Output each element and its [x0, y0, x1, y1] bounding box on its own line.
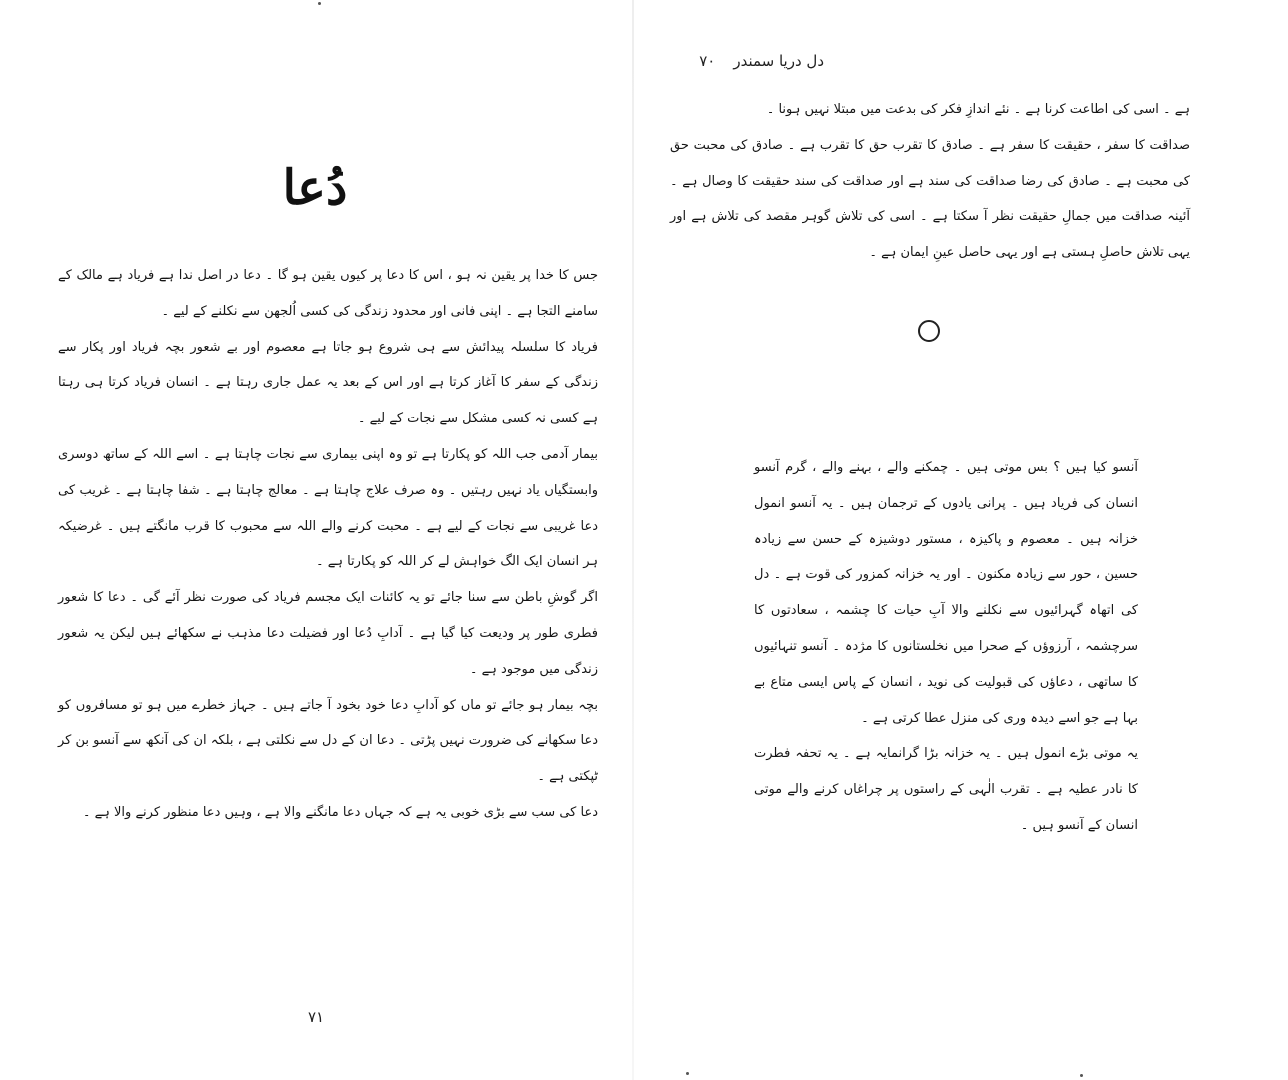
running-head	[664, 52, 824, 70]
paragraph: فریاد کا سلسلہ پیدائش سے ہی شروع ہو جاتا ہے معصوم اور بے شعور بچہ فریاد اور پکار سے زندگی کے سفر کا آغاز کرتا ہے اور اس کے بعد یہ عمل جاری رہتا ہے ۔ انسان فریاد کرتا ہی رہتا ہے کسی نہ کسی مشکل سے نجات کے لیے ۔	[58, 339, 598, 427]
paragraph: بچہ بیمار ہو جائے تو ماں کو آدابِ دعا خود بخود آ جاتے ہیں ۔ جہاز خطرے میں ہو تو مسافروں کو دعا سکھانے کی ضرورت نہیں پڑتی ۔ دعا ان کے دل سے نکلتی ہے ، بلکہ ان کی آنکھ سے آنسو بن کر ٹپکتی ہے ۔	[58, 697, 598, 785]
print-speck	[318, 2, 321, 5]
paragraph: آنسو کیا ہیں ؟ بس موتی ہیں ۔ چمکنے والے ، بہنے والے ، گرم آنسو انسان کی فریاد ہیں ۔ پرانی یادوں کے ترجمان ہیں ۔ یہ آنسو انمول خزانہ ہیں ۔ معصوم و پاکیزہ ، مستور دوشیزہ کے حسن سے زیادہ حسین ، حور سے زیادہ مکنون ۔ اور یہ خزانہ کمزور کی قوت ہے ۔ دل کی اتھاہ گہرائیوں سے نکلنے والا آبِ حیات کا چشمہ ، سعادتوں کا سرچشمہ ، آرزوؤں کے صحرا میں نخلستانوں کا مژدہ ۔ آنسو تنہائیوں کا ساتھی ، دعاؤں کی قبولیت کی نوید ، انسان کے پاس ایسی متاع بے بہا ہے جو اسے دیدہ وری کی منزل عطا کرتی ہے ۔	[754, 460, 1138, 726]
print-speck	[686, 1072, 689, 1075]
paragraph: ہے ۔ اسی کی اطاعت کرنا ہے ۔ نئے اندازِ فکر کی بدعت میں مبتلا نہیں ہونا ۔	[766, 102, 1190, 117]
paragraph: صداقت کا سفر ، حقیقت کا سفر ہے ۔ صادق کا تقرب حق کا تقرب ہے ۔ صادق کی محبت حق کی محبت ہے ۔ صادق کی رضا صداقت کی سند ہے اور صداقت کی سند حقیقت کا وصال ہے ۔ آئینہ صداقت میں جمالِ حقیقت نظر آ سکتا ہے ۔ اسی کی تلاش گوہر مقصد کی تلاش ہے اور یہی تلاش حاصلِ ہستی ہے اور یہی حاصل عینِ ایمان ہے ۔	[670, 137, 1190, 261]
paragraph: بیمار آدمی جب اللہ کو پکارتا ہے تو وہ اپنی بیماری سے نجات چاہتا ہے ۔ اسے اللہ کے ساتھ دوسری وابستگیاں یاد نہیں رہتیں ۔ وہ صرف علاج چاہتا ہے ۔ معالج چاہتا ہے ۔ شفا چاہتا ہے ۔ غریب کی دعا غریبی سے نجات کے لیے ہے ۔ محبت کرنے والے اللہ سے محبوب کا قرب مانگتے ہیں ۔ غرضیکہ ہر انسان ایک الگ خواہش لے کر اللہ کو پکارتا ہے ۔	[58, 446, 598, 570]
print-speck	[1080, 1074, 1083, 1077]
left-page	[0, 0, 632, 1080]
paragraph: اگر گوشِ باطن سے سنا جائے تو یہ کائنات ایک مجسم فریاد کی صورت نظر آئے گی ۔ دعا کا شعور فطری طور پر ودیعت کیا گیا ہے ۔ آدابِ دُعا اور فضیلت دعا مذہب نے سکھائے ہیں لیکن یہ شعور زندگی میں موجود ہے ۔	[58, 590, 598, 677]
paragraph: دعا کی سب سے بڑی خوبی یہ ہے کہ جہاں دعا مانگنے والا ہے ، وہیں دعا منظور کرنے والا ہے ۔	[82, 804, 598, 820]
paragraph: یہ موتی بڑے انمول ہیں ۔ یہ خزانہ بڑا گرانمایہ ہے ۔ یہ تحفہ فطرت کا نادر عطیہ ہے ۔ تقرب الٰہی کے راستوں پر چراغاں کرنے والے موتی انسان کے آنسو ہیں ۔	[754, 746, 1138, 833]
right-page-body	[670, 92, 1190, 271]
chapter-title: دُعا	[282, 160, 348, 216]
running-head-title: دل دریا سمندر	[733, 52, 824, 70]
right-page-section	[754, 450, 1138, 844]
left-page-body	[58, 258, 598, 831]
right-page	[634, 0, 1288, 1080]
section-divider-circle-icon	[918, 320, 940, 342]
running-head-page-number: ۷۰	[699, 52, 716, 70]
paragraph: جس کا خدا پر یقین نہ ہو ، اس کا دعا پر کیوں یقین ہو گا ۔ دعا در اصل ندا ہے فریاد ہے مالک کے سامنے التجا ہے ۔ اپنی فانی اور محدود زندگی کی کسی اُلجھن سے نکلنے کے لیے ۔	[58, 268, 598, 319]
left-page-number: ۷۱	[307, 1008, 325, 1026]
